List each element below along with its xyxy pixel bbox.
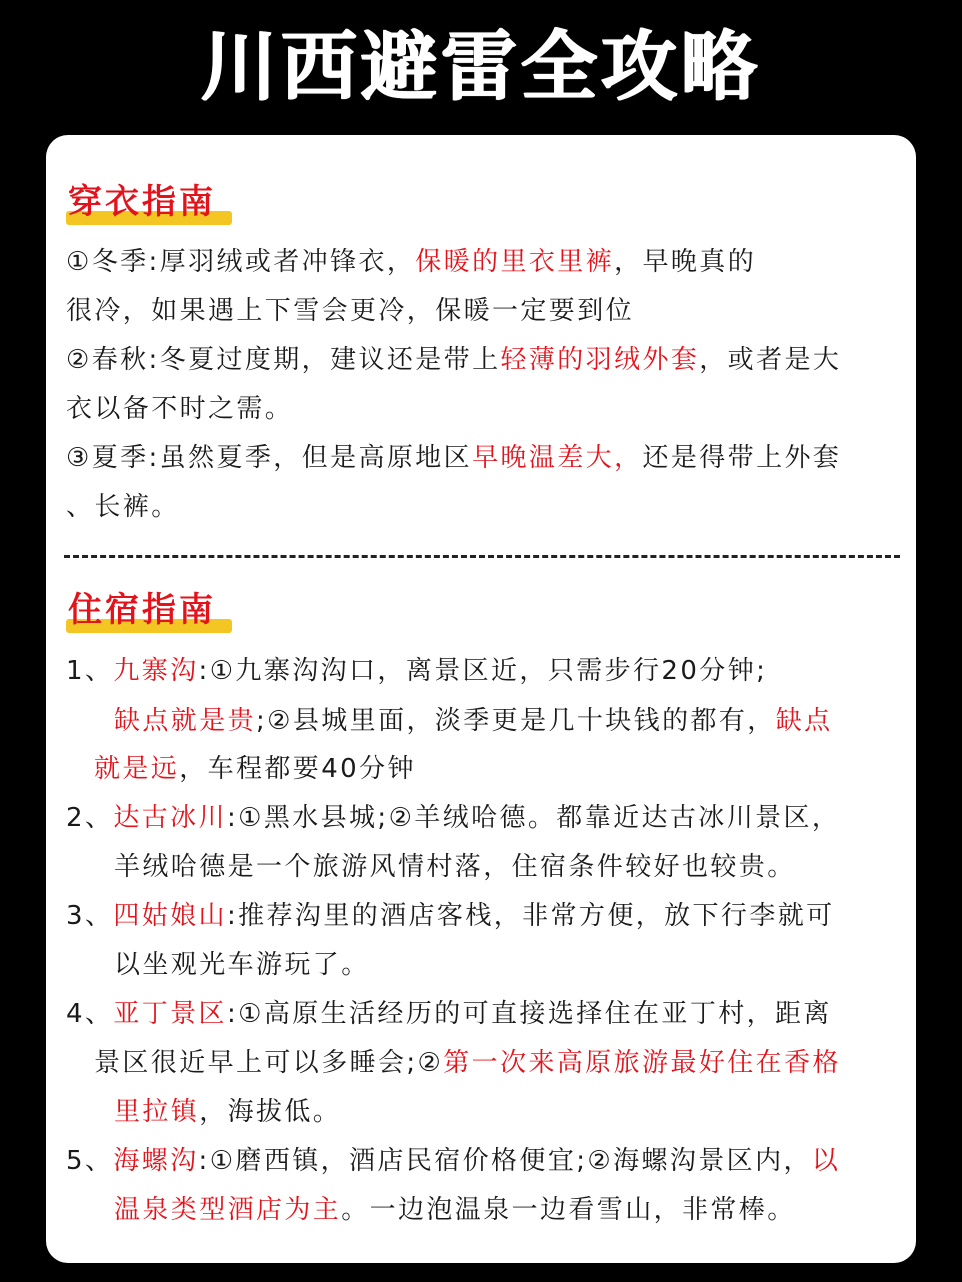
lodging-item-3-line-2: 以坐观光车游玩了。 [114,950,370,980]
content-card [46,135,916,1263]
clothing-heading-text: 穿衣指南 [68,182,216,222]
clothing-item-1-line-2: 很冷，如果遇上下雪会更冷，保暖一定要到位 [66,296,635,326]
lodging-item-1-line-1: 1、九寨沟:①九寨沟沟口，离景区近，只需步行20分钟; [66,656,768,686]
lodging-item-5-line-1: 5、海螺沟:①磨西镇，酒店民宿价格便宜;②海螺沟景区内，以 [66,1146,841,1176]
section-divider [64,555,900,558]
lodging-item-5-line-2: 温泉类型酒店为主。一边泡温泉一边看雪山，非常棒。 [114,1195,796,1225]
clothing-item-1-line-1: ①冬季:厚羽绒或者冲锋衣，保暖的里衣里裤，早晚真的 [66,247,757,277]
clothing-item-3-line-1: ③夏季:虽然夏季，但是高原地区早晚温差大，还是得带上外套 [66,443,842,473]
lodging-item-4-line-3: 里拉镇，海拔低。 [114,1097,342,1127]
clothing-section-heading [66,179,216,229]
clothing-item-2-line-2: 衣以备不时之需。 [66,394,294,424]
lodging-item-3-line-1: 3、四姑娘山:推荐沟里的酒店客栈，非常方便，放下行李就可 [66,901,835,931]
lodging-heading-text: 住宿指南 [68,590,216,630]
lodging-item-4-line-1: 4、亚丁景区:①高原生活经历的可直接选择住在亚丁村，距离 [66,999,832,1029]
lodging-section-heading [66,587,216,637]
lodging-item-2-line-2: 羊绒哈德是一个旅游风情村落，住宿条件较好也较贵。 [114,852,796,882]
lodging-item-1-line-2: 缺点就是贵;②县城里面，淡季更是几十块钱的都有，缺点 [114,706,833,736]
lodging-item-4-line-2: 景区很近早上可以多睡会;②第一次来高原旅游最好住在香格 [94,1048,841,1078]
page-title: 川西避雷全攻略 [201,22,761,111]
lodging-item-2-line-1: 2、达古冰川:①黑水县城;②羊绒哈德。都靠近达古冰川景区， [66,803,841,833]
clothing-item-2-line-1: ②春秋:冬夏过度期，建议还是带上轻薄的羽绒外套，或者是大 [66,345,842,375]
lodging-item-1-line-3: 就是远，车程都要40分钟 [94,754,416,784]
clothing-item-3-line-2: 、长裤。 [66,492,180,522]
